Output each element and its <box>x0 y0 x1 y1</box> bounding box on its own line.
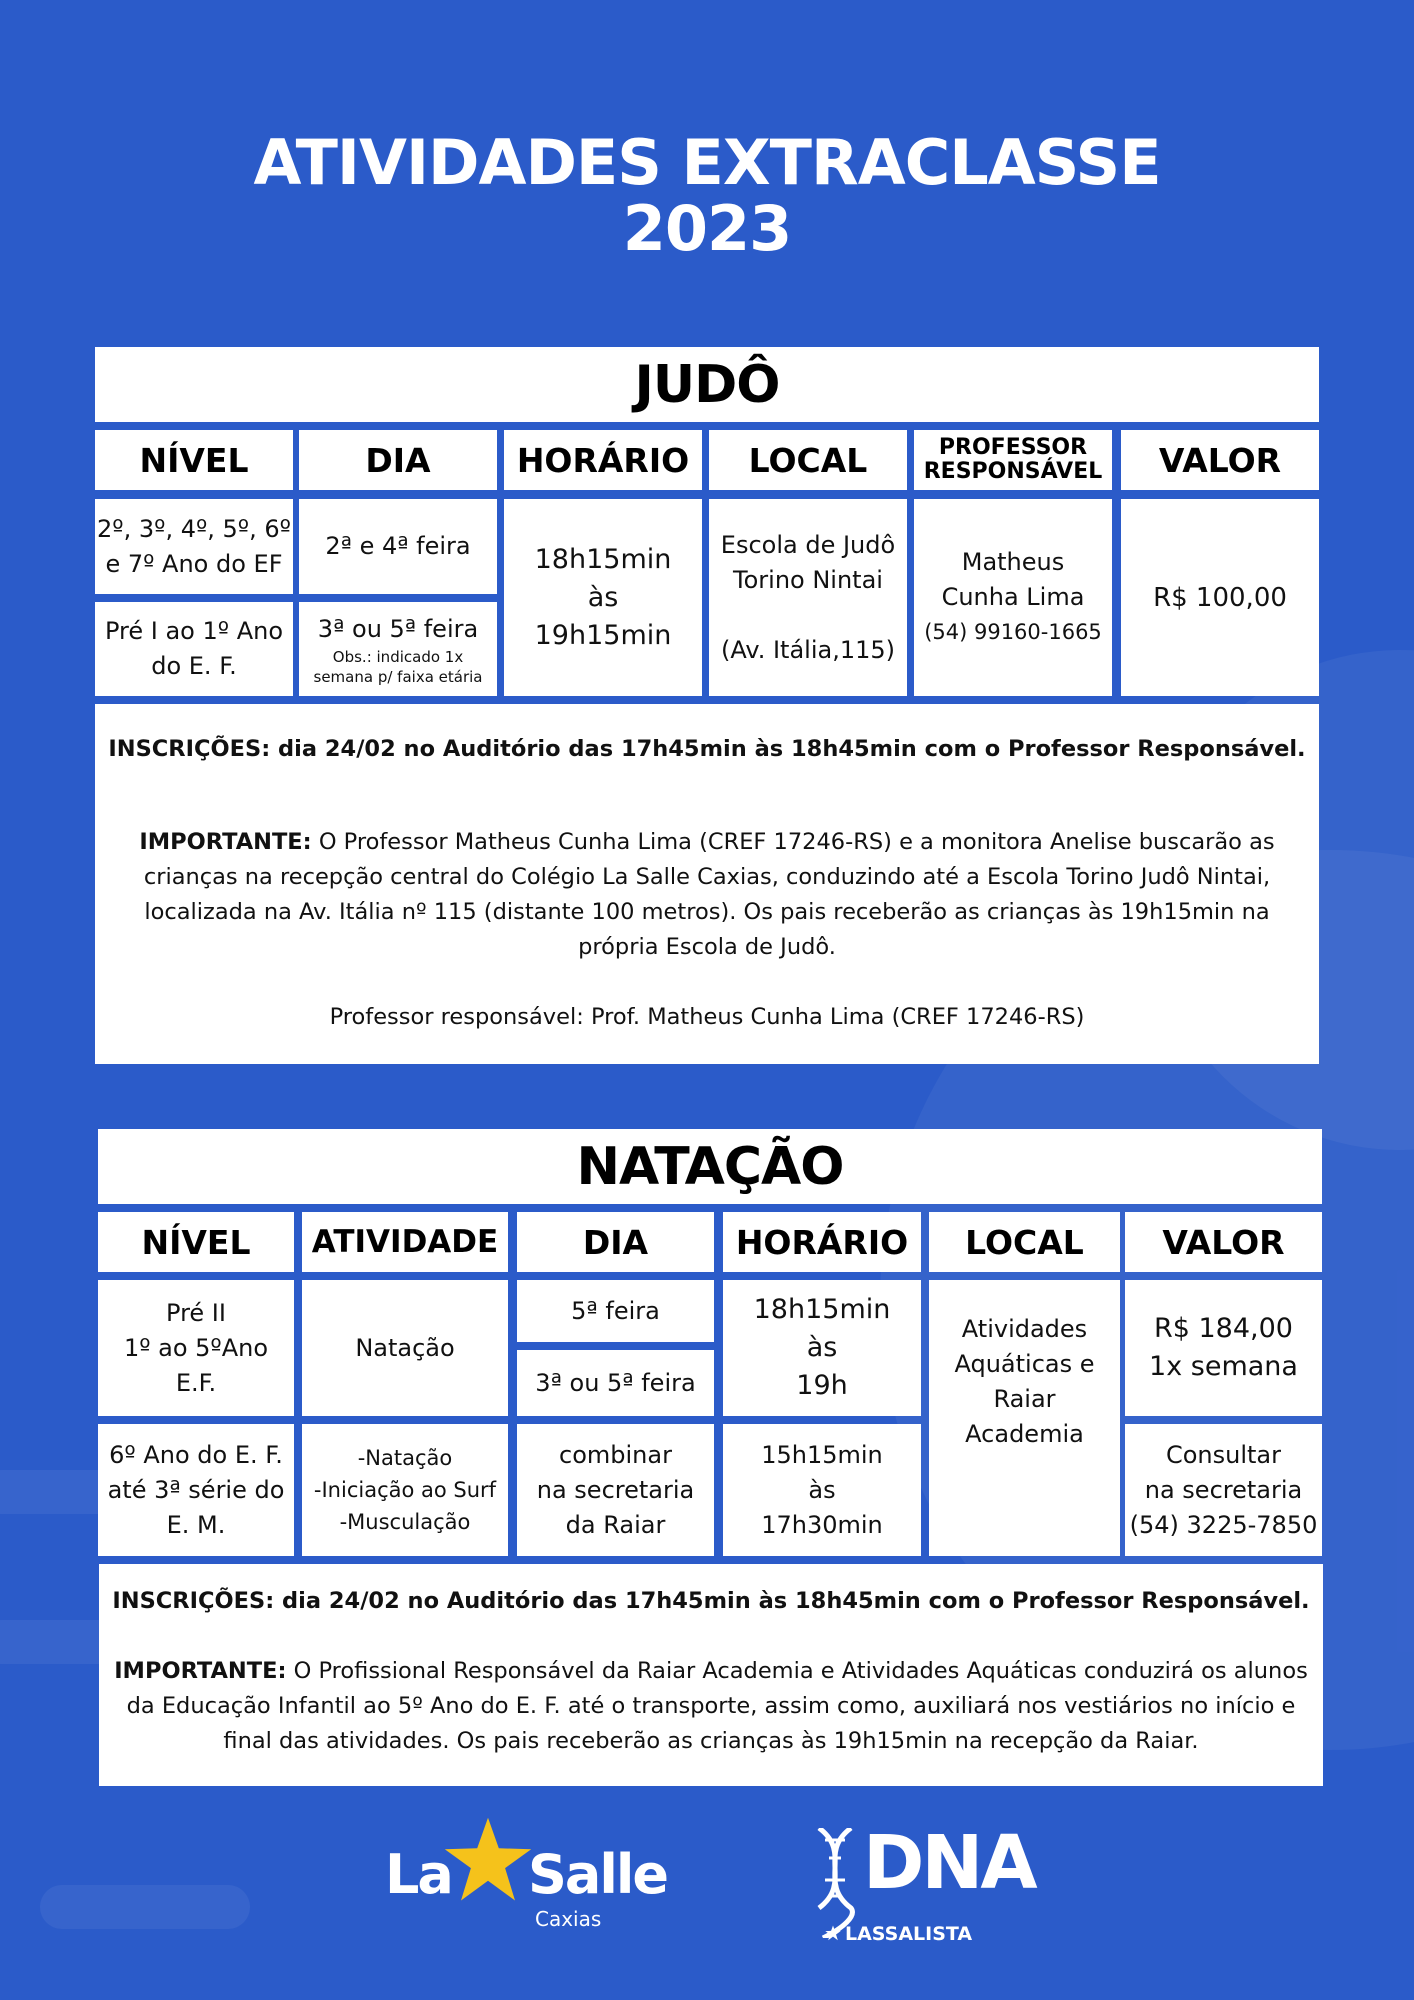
natacao-importante <box>105 1654 1317 1759</box>
lasalle-caxias-logo <box>385 1815 675 1935</box>
small-star-icon <box>825 1925 841 1941</box>
judo-professor-phone: (54) 99160-1665 <box>924 620 1102 644</box>
page-title <box>0 126 1414 265</box>
natacao-header-dia: DIA <box>517 1212 714 1272</box>
judo-importante-text: O Professor Matheus Cunha Lima (CREF 17246-RS) e a monitora Anelise buscarão as crianças na recepção central do Colégio La Salle Caxias, conduzindo até a Escola Torino Judô Nintai, localizada na Av. Itália nº 115 (distante 100 metros). Os pais receberão as crianças às 19h15min na própria Escola de Judô. <box>143 829 1275 960</box>
dna-lassalista-logo <box>805 1820 1035 1950</box>
lasalle-logo-caxias: Caxias <box>535 1907 602 1931</box>
page-title-line1: ATIVIDADES EXTRACLASSE <box>253 126 1161 199</box>
judo-local: Escola de Judô Torino Nintai (Av. Itália,115) <box>709 499 907 696</box>
natacao-valor-row2: Consultar na secretaria (54) 3225-7850 <box>1125 1424 1322 1556</box>
natacao-header-valor: VALOR <box>1125 1212 1322 1272</box>
judo-header-valor: VALOR <box>1121 430 1319 490</box>
judo-professor-responsavel: Professor responsável: Prof. Matheus Cunha Lima (CREF 17246-RS) <box>329 1004 1085 1030</box>
natacao-header-local: LOCAL <box>929 1212 1120 1272</box>
natacao-inscricoes: INSCRIÇÕES: dia 24/02 no Auditório das 17h45min às 18h45min com o Professor Responsável. <box>112 1588 1310 1614</box>
lasalle-logo-la: La <box>385 1843 452 1906</box>
dna-logo-text: DNA <box>863 1820 1035 1906</box>
judo-importante-label: IMPORTANTE: <box>139 829 312 855</box>
judo-header-dia: DIA <box>299 430 497 490</box>
dna-logo-subtext: LASSALISTA <box>845 1923 973 1945</box>
page-title-year: 2023 <box>622 192 792 265</box>
natacao-header-nivel: NÍVEL <box>98 1212 294 1272</box>
natacao-local: Atividades Aquáticas e Raiar Academia <box>929 1280 1120 1556</box>
natacao-atividade-row1: Natação <box>302 1280 508 1416</box>
judo-nivel-row2: Pré I ao 1º Ano do E. F. <box>95 602 293 696</box>
background-bar <box>40 1885 250 1929</box>
natacao-header-atividade: ATIVIDADE <box>302 1212 508 1272</box>
natacao-importante-text: O Profissional Responsável da Raiar Academia e Atividades Aquáticas conduzirá os alunos da Educação Infantil ao 5º Ano do E. F. até o transporte, assim como, auxiliará nos vestiários no início e final das atividades. Os pais receberão as crianças às 19h15min na recepção da Raiar. <box>126 1658 1308 1754</box>
judo-header-professor: PROFESSOR RESPONSÁVEL <box>914 430 1112 490</box>
judo-title: JUDÔ <box>634 354 780 415</box>
judo-professor: Matheus Cunha Lima (54) 99160-1665 <box>914 499 1112 696</box>
judo-header-local: LOCAL <box>709 430 907 490</box>
natacao-horario-row2: 15h15min às 17h30min <box>723 1424 921 1556</box>
natacao-horario-row1: 18h15min às 19h <box>723 1280 921 1416</box>
judo-horario: 18h15min às 19h15min <box>504 499 702 696</box>
natacao-importante-label: IMPORTANTE: <box>114 1658 287 1684</box>
judo-dia-row2: 3ª ou 5ª feira Obs.: indicado 1x semana p/ faixa etária <box>299 602 497 696</box>
natacao-atividade-row2: -Natação -Iniciação ao Surf -Musculação <box>302 1424 508 1556</box>
judo-dia-obs: Obs.: indicado 1x semana p/ faixa etária <box>313 647 483 686</box>
star-icon <box>443 1815 533 1905</box>
judo-importante <box>101 825 1313 965</box>
lasalle-logo-salle: Salle <box>528 1843 667 1906</box>
natacao-dia-row1: 5ª feira <box>517 1280 714 1342</box>
judo-dia-row1: 2ª e 4ª feira <box>299 499 497 594</box>
natacao-header-horario: HORÁRIO <box>723 1212 921 1272</box>
natacao-info-panel <box>99 1564 1323 1786</box>
judo-info-panel <box>95 704 1319 1064</box>
judo-title-banner <box>95 347 1319 422</box>
natacao-nivel-row1: Pré II 1º ao 5ºAno E.F. <box>98 1280 294 1416</box>
natacao-valor-row1: R$ 184,00 1x semana <box>1125 1280 1322 1416</box>
judo-header-nivel: NÍVEL <box>95 430 293 490</box>
dna-helix-icon <box>813 1828 857 1938</box>
natacao-dia-row2: 3ª ou 5ª feira <box>517 1350 714 1416</box>
natacao-nivel-row2: 6º Ano do E. F. até 3ª série do E. M. <box>98 1424 294 1556</box>
judo-header-horario: HORÁRIO <box>504 430 702 490</box>
natacao-title: NATAÇÃO <box>576 1136 844 1197</box>
natacao-title-banner <box>98 1129 1322 1204</box>
natacao-dia-row3: combinar na secretaria da Raiar <box>517 1424 714 1556</box>
judo-valor: R$ 100,00 <box>1121 499 1319 696</box>
judo-nivel-row1: 2º, 3º, 4º, 5º, 6º e 7º Ano do EF <box>95 499 293 594</box>
judo-inscricoes: INSCRIÇÕES: dia 24/02 no Auditório das 17h45min às 18h45min com o Professor Responsável. <box>108 736 1306 762</box>
